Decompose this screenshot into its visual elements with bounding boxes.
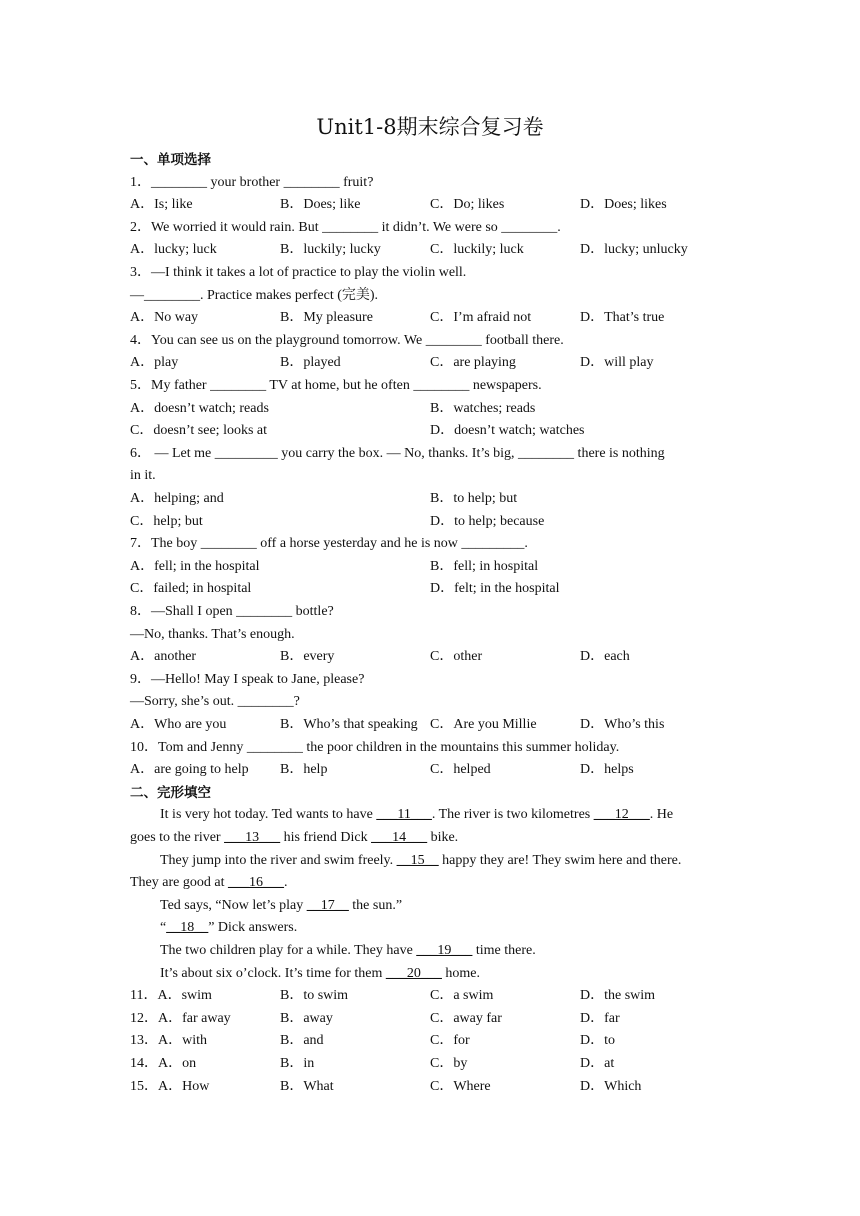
cloze-option: 14．A．on	[130, 1056, 197, 1071]
answer-option: C．helped	[430, 762, 491, 778]
question-stem: —________. Practice makes perfect (完美).	[130, 287, 379, 303]
question-stem: 8．—Shall I open ________ bottle?	[130, 604, 334, 619]
cloze-option: D．to	[580, 1033, 615, 1049]
passage-line	[130, 829, 458, 847]
answer-option: B．played	[280, 355, 341, 371]
answer-option: D．Does; likes	[580, 197, 667, 213]
passage-text: bike.	[427, 830, 459, 845]
cloze-option: 12．A．far away	[130, 1010, 231, 1026]
section-heading-cloze: 二、完形填空	[130, 784, 211, 801]
cloze-blank: ___14___	[371, 830, 428, 845]
cloze-option: B．away	[280, 1010, 333, 1026]
passage-text: time there.	[472, 943, 536, 958]
answer-option: B．Does; like	[280, 197, 361, 213]
passage-line	[160, 919, 297, 937]
answer-option: B．Who’s that speaking	[280, 717, 418, 732]
cloze-blank: ___13___	[224, 830, 281, 845]
passage-text: They are good at	[130, 875, 228, 891]
cloze-option: B．and	[280, 1033, 324, 1049]
answer-option: A．are going to help	[130, 762, 249, 778]
cloze-option: C．away far	[430, 1010, 502, 1026]
answer-option: B．watches; reads	[430, 400, 536, 416]
answer-option: D．each	[580, 649, 630, 665]
answer-option: C．are playing	[430, 355, 516, 371]
cloze-blank: ___11___	[376, 807, 432, 823]
cloze-option: D．the swim	[580, 988, 656, 1004]
cloze-option: 13．A．with	[130, 1033, 207, 1049]
question-stem: 5．My father ________ TV at home, but he often ________ newspapers.	[130, 378, 542, 393]
passage-text: . He	[649, 807, 674, 823]
passage-text: ” Dick answers.	[208, 920, 298, 936]
question-stem: 2．We worried it would rain. But ________ it didn’t. We were so ________.	[130, 219, 561, 235]
cloze-option: C．for	[430, 1033, 470, 1049]
passage-text: It’s about six o’clock. It’s time for them	[160, 965, 386, 981]
cloze-option: D．at	[580, 1056, 615, 1071]
cloze-option: B．in	[280, 1056, 315, 1071]
passage-text: happy they are! They swim here and there.	[438, 852, 682, 868]
question-stem: 10．Tom and Jenny ________ the poor children in the mountains this summer holiday.	[130, 739, 620, 755]
passage-text: goes to the river	[130, 830, 225, 845]
passage-text: It is very hot today. Ted wants to have	[160, 807, 377, 823]
answer-option: D．Who’s this	[580, 717, 665, 732]
passage-text: the sun.”	[348, 897, 403, 913]
answer-option: A．doesn’t watch; reads	[130, 400, 269, 416]
cloze-blank: ___12___	[593, 807, 650, 823]
cloze-option: C．a swim	[430, 988, 494, 1004]
cloze-option: B．What	[280, 1078, 334, 1094]
answer-option: C．failed; in hospital	[130, 581, 252, 597]
answer-option: B．luckily; lucky	[280, 242, 381, 258]
answer-option: C．luckily; luck	[430, 242, 524, 258]
answer-option: C．Are you Millie	[430, 717, 537, 732]
cloze-option: D．Which	[580, 1078, 642, 1094]
answer-option: A．No way	[130, 310, 199, 326]
cloze-blank: __15__	[396, 852, 439, 868]
answer-option: D．felt; in the hospital	[430, 581, 560, 597]
question-stem: in it.	[130, 468, 156, 484]
answer-option: A．Is; like	[130, 197, 193, 213]
passage-line	[160, 965, 480, 983]
question-stem: 3．—I think it takes a lot of practice to play the violin well.	[130, 265, 467, 280]
answer-option: B．fell; in hospital	[430, 558, 539, 574]
answer-option: C．doesn’t see; looks at	[130, 423, 268, 439]
question-stem: —No, thanks. That’s enough.	[130, 626, 295, 642]
question-stem: 6． — Let me _________ you carry the box. — No, thanks. It’s big, ________ there is nothing	[130, 445, 665, 461]
answer-option: A．another	[130, 649, 197, 665]
answer-option: A．Who are you	[130, 717, 227, 732]
answer-option: D．helps	[580, 762, 634, 778]
cloze-blank: __18__	[166, 920, 209, 936]
passage-line	[160, 852, 681, 870]
passage-text: his friend Dick	[280, 830, 372, 845]
question-stem: 7．The boy ________ off a horse yesterday and he is now _________.	[130, 536, 528, 552]
answer-option: B．to help; but	[430, 491, 518, 506]
answer-option: A．fell; in the hospital	[130, 558, 260, 574]
answer-option: D．doesn’t watch; watches	[430, 423, 585, 439]
cloze-option: D．far	[580, 1010, 620, 1026]
passage-text: “	[160, 920, 167, 936]
answer-option: A．play	[130, 355, 179, 371]
cloze-blank: ___20___	[385, 965, 442, 981]
question-stem: 9．—Hello! May I speak to Jane, please?	[130, 671, 365, 687]
passage-line	[130, 874, 287, 892]
question-stem: 1．________ your brother ________ fruit?	[130, 174, 374, 190]
cloze-blank: ___16___	[227, 875, 284, 891]
answer-option: C．help; but	[130, 513, 203, 529]
passage-line	[160, 806, 673, 824]
cloze-blank: __17__	[306, 897, 349, 913]
cloze-option: B．to swim	[280, 988, 349, 1004]
passage-line	[160, 897, 402, 915]
passage-text: .	[283, 875, 288, 891]
section-heading-multiple-choice: 一、单项选择	[130, 152, 211, 168]
page-title: Unit1-8期末综合复习卷	[316, 115, 544, 139]
answer-option: D．to help; because	[430, 513, 545, 529]
cloze-option: C．Where	[430, 1078, 491, 1094]
passage-text: They jump into the river and swim freely.	[160, 852, 397, 868]
answer-option: A．helping; and	[130, 491, 224, 506]
cloze-option: 11．A．swim	[130, 988, 212, 1004]
passage-text: The two children play for a while. They have	[160, 943, 417, 958]
answer-option: C．Do; likes	[430, 197, 505, 213]
passage-line	[160, 942, 536, 960]
question-stem: —Sorry, she’s out. ________?	[130, 694, 300, 710]
answer-option: D．lucky; unlucky	[580, 242, 688, 258]
cloze-option: C．by	[430, 1056, 468, 1071]
answer-option: C．other	[430, 649, 483, 665]
answer-option: B．help	[280, 762, 328, 778]
passage-text: home.	[441, 965, 481, 981]
answer-option: B．My pleasure	[280, 310, 373, 326]
answer-option: B．every	[280, 649, 335, 665]
cloze-option: 15．A．How	[130, 1078, 210, 1094]
answer-option: A．lucky; luck	[130, 242, 217, 258]
answer-option: D．That’s true	[580, 310, 665, 326]
cloze-blank: ___19___	[416, 943, 473, 958]
passage-text: Ted says, “Now let’s play	[160, 897, 307, 913]
answer-option: C．I’m afraid not	[430, 310, 532, 326]
passage-text: . The river is two kilometres	[431, 807, 594, 823]
question-stem: 4．You can see us on the playground tomorrow. We ________ football there.	[130, 332, 564, 348]
answer-option: D．will play	[580, 355, 654, 371]
